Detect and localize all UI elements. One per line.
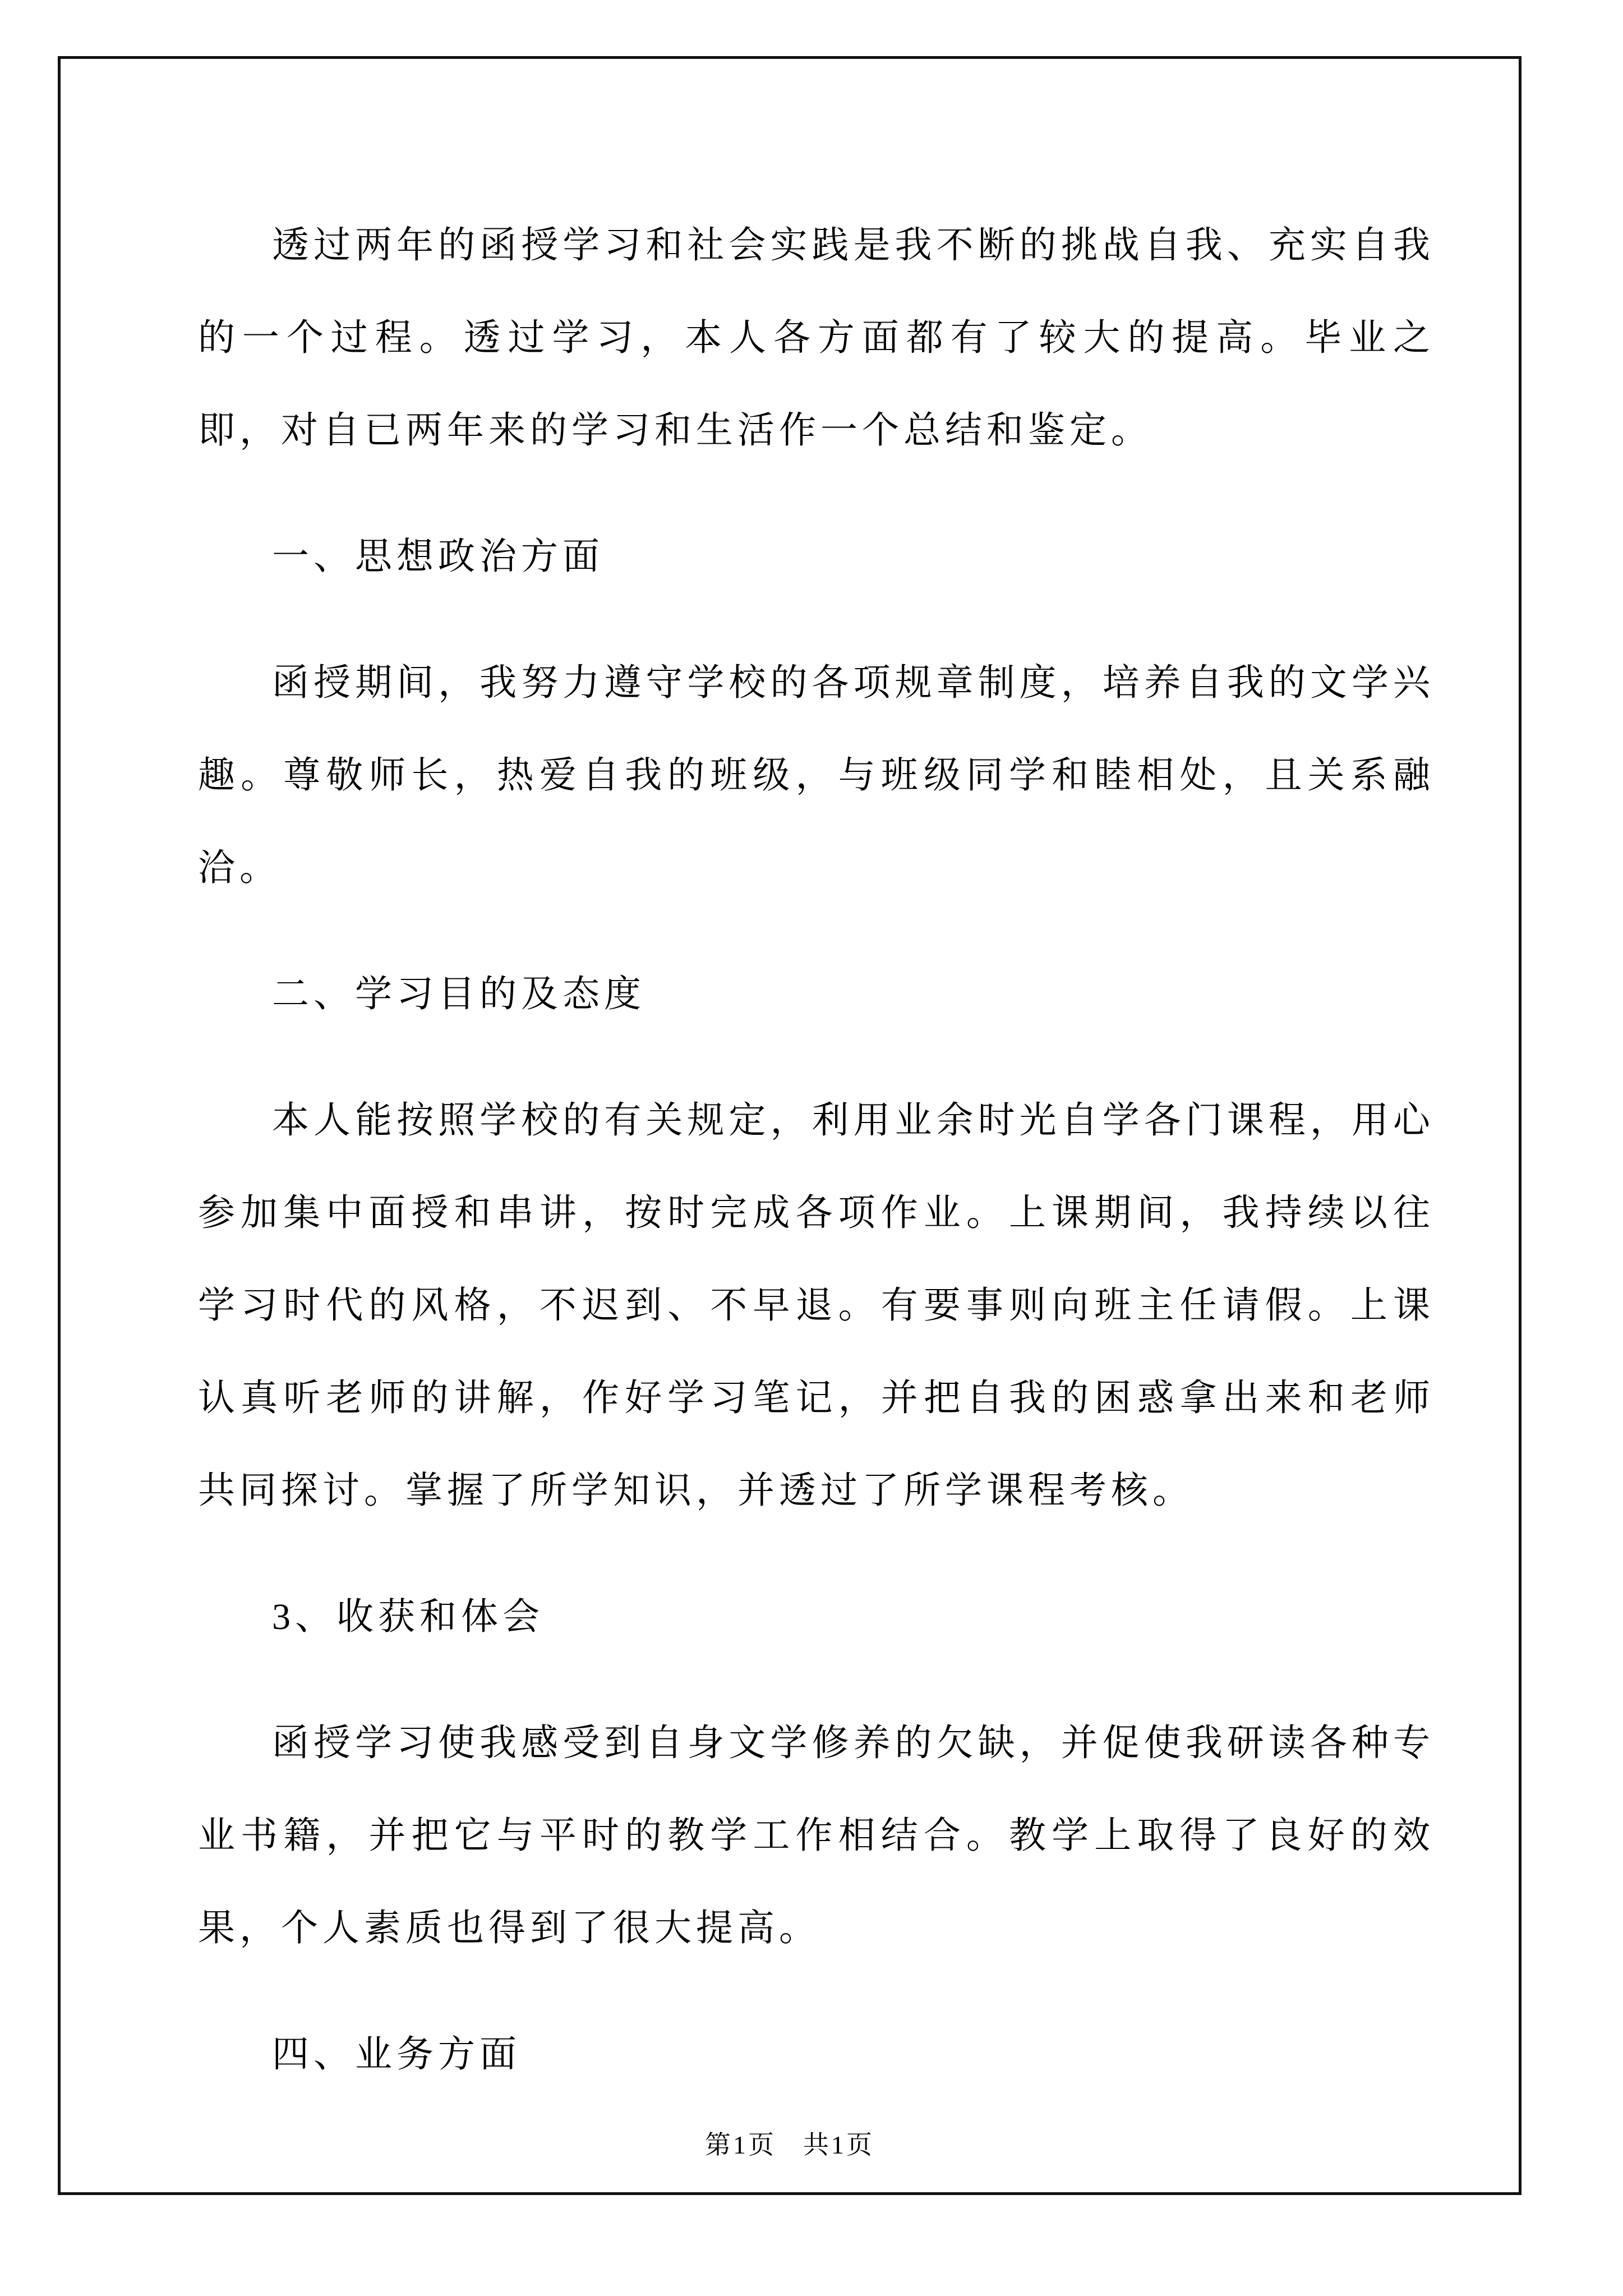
- paragraph-study-purpose-attitude: 本人能按照学校的有关规定，利用业余时光自学各门课程，用心参加集中面授和串讲，按时完成各项作业。上课期间，我持续以往学习时代的风格，不迟到、不早退。有要事则向班主任请假。上课认真听老师的讲解，作好学习笔记，并把自我的困惑拿出来和老师共同探讨。掌握了所学知识，并透过了所学课程考核。: [198, 1100, 1435, 1511]
- heading-business-aspect: 四、业务方面: [272, 2034, 521, 2075]
- heading-ideology-politics: 一、思想政治方面: [272, 536, 604, 577]
- paragraph-ideology-politics: 函授期间，我努力遵守学校的各项规章制度，培养自我的文学兴趣。尊敬师长，热爱自我的班级，与班级同学和睦相处，且关系融洽。: [198, 662, 1435, 889]
- page-number-label: 第1页: [705, 2131, 776, 2159]
- page-footer: [61, 2124, 1519, 2161]
- heading-gains-experience: 3、收获和体会: [272, 1596, 544, 1637]
- intro-paragraph: 透过两年的函授学习和社会实践是我不断的挑战自我、充实自我的一个过程。透过学习，本人各方面都有了较大的提高。毕业之即，对自已两年来的学习和生活作一个总结和鉴定。: [198, 225, 1435, 451]
- paragraph-gains-experience: 函授学习使我感受到自身文学修养的欠缺，并促使我研读各种专业书籍，并把它与平时的教学工作相结合。教学上取得了良好的效果，个人素质也得到了很大提高。: [198, 1723, 1435, 1949]
- document-body: [198, 199, 1435, 2134]
- heading-study-purpose-attitude: 二、学习目的及态度: [272, 974, 645, 1015]
- page-border-frame: [58, 56, 1521, 2195]
- total-pages-label: 共1页: [803, 2131, 874, 2159]
